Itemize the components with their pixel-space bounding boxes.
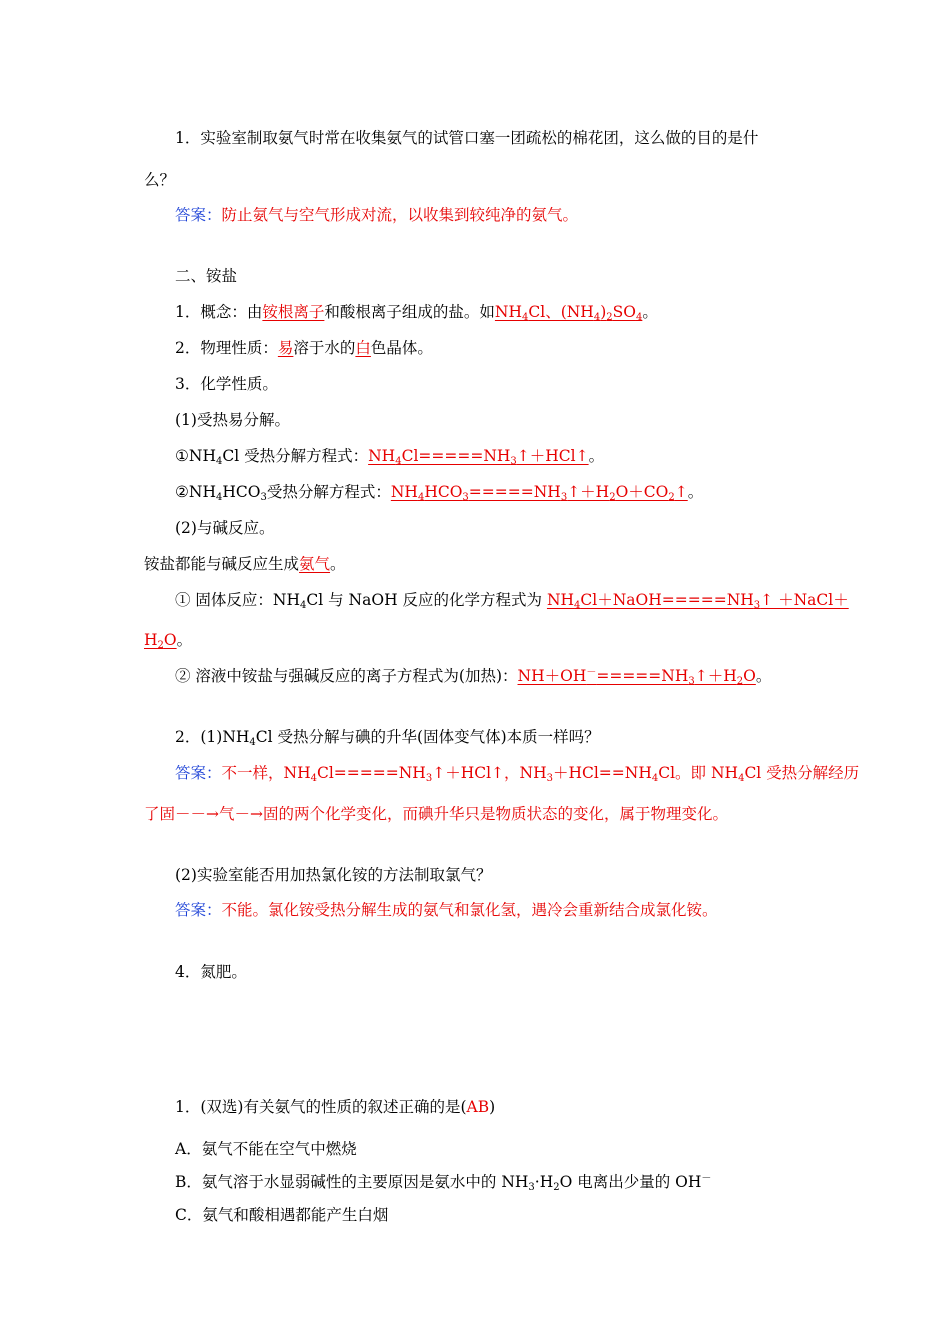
- mcq-option-b: B．氨气溶于水显弱碱性的主要原因是氨水中的 $NH_3\cdot H_2O$ 电离出少量的 OH－: [175, 1173, 712, 1193]
- answer-label: 答案：: [175, 764, 222, 782]
- question-2b-answer: 答案：不能。氯化铵受热分解生成的氨气和氯化氢，遇冷会重新结合成氯化铵。: [175, 901, 718, 919]
- base-reaction-line: 铵盐都能与碱反应生成氨气。: [144, 555, 346, 573]
- reaction-nh4hco3-line: $②NH_4HCO_3$受热分解方程式：$NH_4HCO_3=====NH_3↑+H_2O+CO_2↑$。: [175, 483, 704, 503]
- physical-properties-line: 2．物理性质：易溶于水的白色晶体。: [175, 339, 433, 357]
- section-4-title: 4．氮肥。: [175, 963, 247, 981]
- chemical-properties-title: 3．化学性质。: [175, 375, 278, 393]
- solid-reaction-line-2: $H_2O$。: [144, 631, 193, 651]
- heat-decomposition-title: (1)受热易分解。: [175, 411, 290, 429]
- section-title-ammonium-salts: 二、铵盐: [175, 267, 238, 285]
- answer-label: 答案：: [175, 901, 222, 919]
- mcq-option-c: C．氨气和酸相遇都能产生白烟: [175, 1206, 389, 1224]
- question-1-answer: [175, 205, 578, 225]
- question-2-answer-line-2: 了固－－→气－→固的两个化学变化，而碘升华只是物质状态的变化，属于物理变化。: [144, 805, 728, 823]
- solid-reaction-line: ① 固体反应：$NH_4Cl$ 与 NaOH 反应的化学方程式为 $NH_4Cl+NaOH=====NH_3↑$ ＋NaCl＋: [175, 591, 849, 611]
- question-2b-line: (2)实验室能否用加热氯化铵的方法制取氯气？: [175, 866, 492, 884]
- mcq-option-a: A．氨气不能在空气中燃烧: [175, 1140, 357, 1158]
- question-2-line-1: 2．$(1)NH_4Cl$ 受热分解与碘的升华(固体变气体)本质一样吗？: [175, 728, 600, 748]
- question-1-line-2: 么？: [144, 171, 176, 189]
- answer-text: 防止氨气与空气形成对流，以收集到较纯净的氨气。: [221, 206, 579, 224]
- concept-line: 1．概念：由铵根离子和酸根离子组成的盐。如$NH_4Cl$、$(NH_4)_2SO_4$。: [175, 303, 658, 323]
- reaction-nh4cl-line: $①NH_4Cl$ 受热分解方程式：$NH_4Cl=====NH_3↑+HCl↑$。: [175, 447, 605, 467]
- solution-reaction-line: ② 溶液中铵盐与强碱反应的离子方程式为(加热)：$NH+OH^-=====NH_3↑+H_2O$。: [175, 667, 772, 687]
- mcq-stem: 1．(双选)有关氨气的性质的叙述正确的是(AB): [175, 1098, 496, 1116]
- question-1-line-1: 1．实验室制取氨气时常在收集氨气的试管口塞一团疏松的棉花团，这么做的目的是什: [175, 129, 759, 147]
- answer-label: 答案：: [175, 206, 222, 224]
- base-reaction-title: (2)与碱反应。: [175, 519, 275, 537]
- mcq-answer: AB: [466, 1098, 490, 1116]
- question-2-answer-line-1: 答案：不一样，$NH_4Cl=====NH_3↑+HCl↑$，$NH_3+HCl==NH_4Cl$。即 $NH_4Cl$ 受热分解经历: [175, 764, 860, 784]
